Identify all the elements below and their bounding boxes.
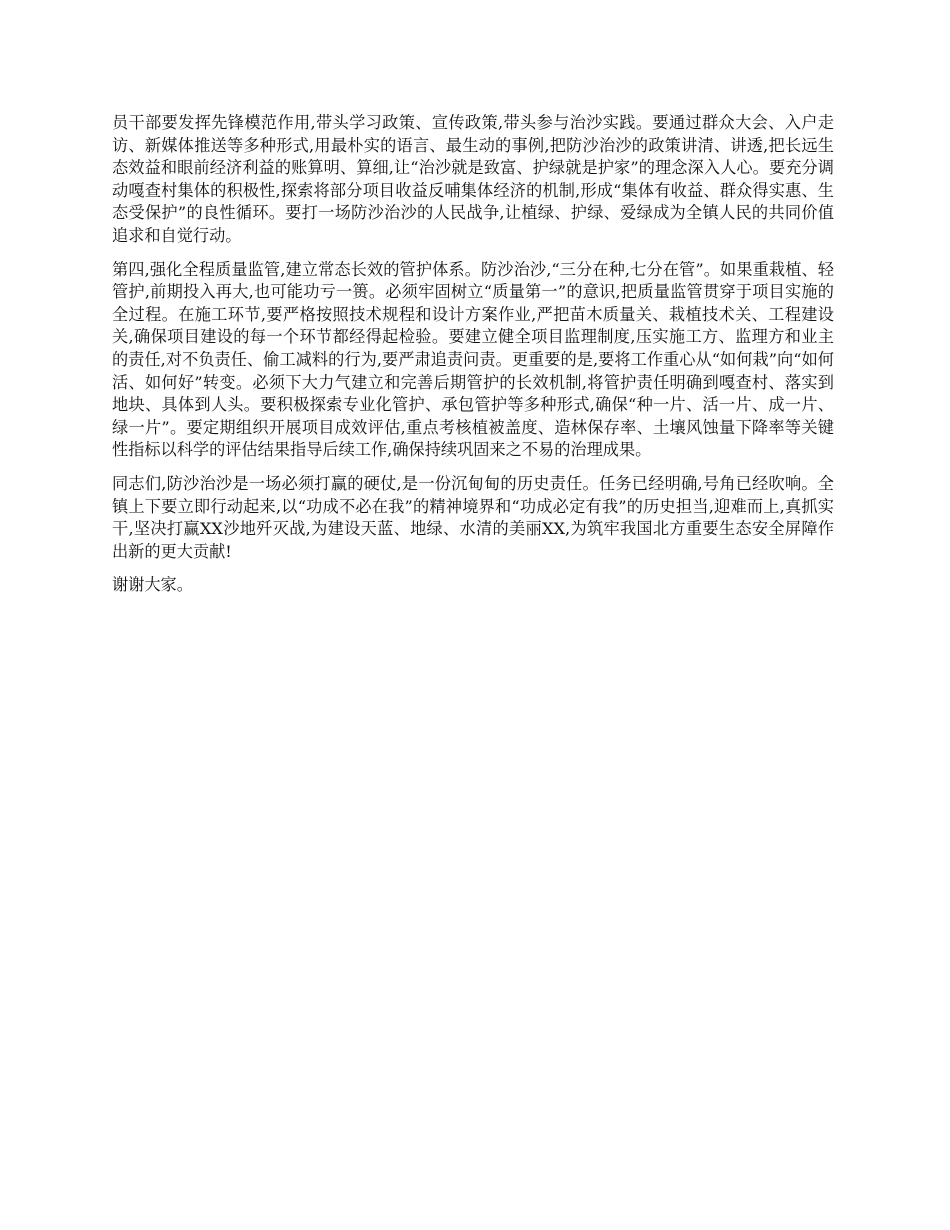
paragraph-conclusion: 同志们,防沙治沙是一场必须打赢的硬仗,是一份沉甸甸的历史责任。任务已经明确,号角已经吹响。全镇上下要立即行动起来,以“功成不必在我”的精神境界和“功成必定有我”的历史担当,迎难而上,真抓实干,坚决打赢XX沙地歼灭战,为建设天蓝、地绿、水清的美丽XX,为筑牢我国北方重要生态安全屏障作出新的更大贡献! — [112, 473, 834, 561]
document-page — [112, 112, 834, 608]
paragraph-quality-supervision: 第四,强化全程质量监管,建立常态长效的管护体系。防沙治沙,“三分在种,七分在管”。如果重栽植、轻管护,前期投入再大,也可能功亏一篑。必须牢固树立“质量第一”的意识,把质量监管贯穿于项目实施的全过程。在施工环节,要严格按照技术规程和设计方案作业,严把苗木质量关、栽植技术关、工程建设关,确保项目建设的每一个环节都经得起检验。要建立健全项目监理制度,压实施工方、监理方和业主的责任,对不负责任、偷工减料的行为,要严肃追责问责。更重要的是,要将工作重心从“如何栽”向“如何活、如何好”转变。必须下大力气建立和完善后期管护的长效机制,将管护责任明确到嘎查村、落实到地块、具体到人头。要积极探索专业化管护、承包管护等多种形式,确保“种一片、活一片、成一片、绿一片”。要定期组织开展项目成效评估,重点考核植被盖度、造林保存率、土壤风蚀量下降率等关键性指标以科学的评估结果指导后续工作,确保持续巩固来之不易的治理成果。 — [112, 259, 834, 460]
paragraph-mobilization: 员干部要发挥先锋模范作用,带头学习政策、宣传政策,带头参与治沙实践。要通过群众大会、入户走访、新媒体推送等多种形式,用最朴实的语言、最生动的事例,把防沙治沙的政策讲清、讲透,把长远生态效益和眼前经济利益的账算明、算细,让“治沙就是致富、护绿就是护家”的理念深入人心。要充分调动嘎查村集体的积极性,探索将部分项目收益反哺集体经济的机制,形成“集体有收益、群众得实惠、生态受保护”的良性循环。要打一场防沙治沙的人民战争,让植绿、护绿、爱绿成为全镇人民的共同价值追求和自觉行动。 — [112, 113, 834, 245]
closing-remark: 谢谢大家。 — [112, 575, 193, 595]
